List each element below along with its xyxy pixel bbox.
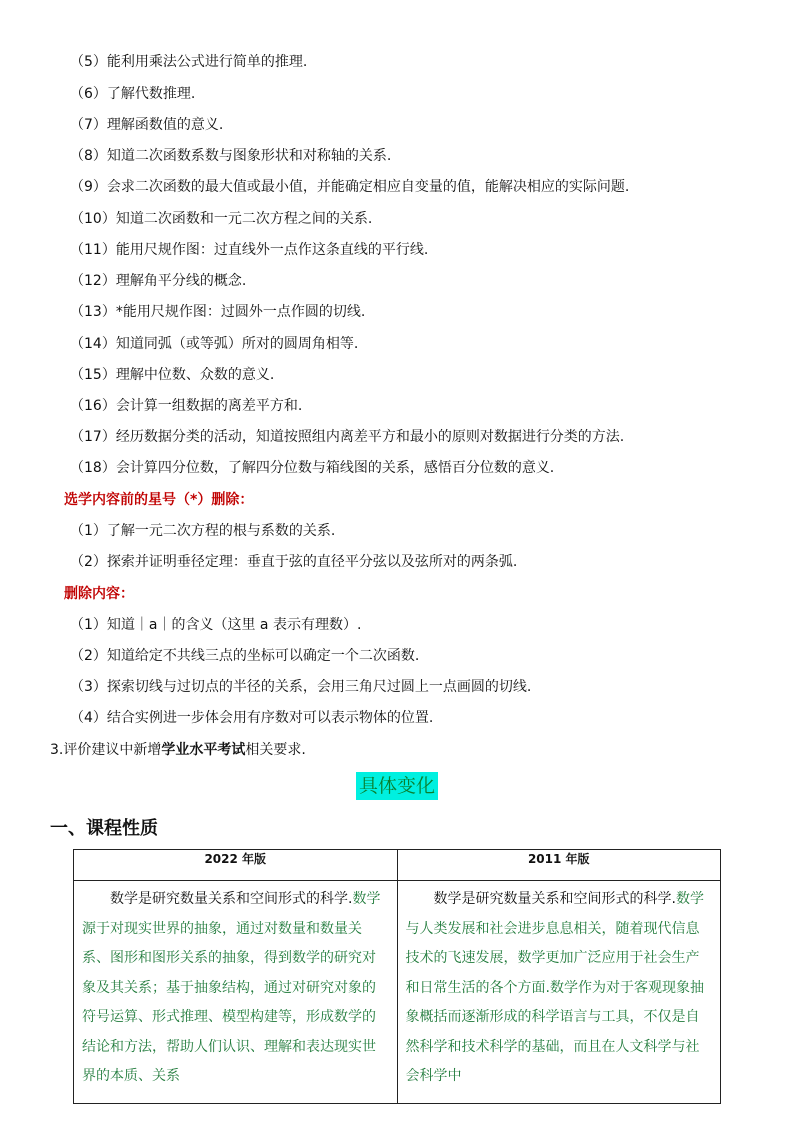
highlight-title: 具体变化 [356,772,438,800]
evaluation-bold: 学业水平考试 [161,742,246,758]
table-header-row [74,850,721,881]
list-item: （6）了解代数推理. [70,86,196,102]
cell-2022-black: 数学是研究数量关系和空间形式的科学. [110,891,353,907]
starred-heading: 选学内容前的星号（*）删除： [64,492,254,508]
list-item: （3）探索切线与过切点的半径的关系，会用三角尺过圆上一点画圆的切线. [70,679,532,695]
cell-2022-text [82,885,389,1092]
list-item: （2）探索并证明垂径定理：垂直于弦的直径平分弦以及弦所对的两条弧. [70,554,518,570]
highlight-title-wrap [0,772,794,800]
list-item: （8）知道二次函数系数与图象形状和对称轴的关系. [70,148,392,164]
column-header-2011: 2011 年版 [397,850,721,881]
table-row [74,881,721,1104]
list-item: （2）知道给定不共线三点的坐标可以确定一个二次函数. [70,648,420,664]
cell-2011 [397,881,721,1104]
cell-2011-text [406,885,713,1092]
evaluation-note [50,740,306,760]
list-item: （5）能利用乘法公式进行简单的推理. [70,54,308,70]
cell-2011-black: 数学是研究数量关系和空间形式的科学. [433,891,676,907]
list-item: （14）知道同弧（或等弧）所对的圆周角相等. [70,336,359,352]
list-item: （18）会计算四分位数，了解四分位数与箱线图的关系，感悟百分位数的意义. [70,460,555,476]
list-item: （1）知道｜a｜的含义（这里 a 表示有理数）. [70,617,362,633]
evaluation-prefix: 3.评价建议中新增 [50,742,162,758]
list-item: （4）结合实例进一步体会用有序数对可以表示物体的位置. [70,710,434,726]
list-item: （13）*能用尺规作图：过圆外一点作圆的切线. [70,304,366,320]
comparison-table [73,849,721,1104]
list-item: （17）经历数据分类的活动，知道按照组内离差平方和最小的原则对数据进行分类的方法. [70,429,625,445]
cell-2011-green: 数学与人类发展和社会进步息息相关，随着现代信息技术的飞速发展，数学更加广泛应用于社会生产和日常生活的各个方面.数学作为对于客观现象抽象概括而逐渐形成的科学语言与工具，不仅是自然科学和技术科学的基础，而且在人文科学与社会科学中 [405,891,704,1084]
list-item: （16）会计算一组数据的离差平方和. [70,398,303,414]
cell-2022-green: 数学源于对现实世界的抽象，通过对数量和数量关系、图形和图形关系的抽象，得到数学的研究对象及其关系；基于抽象结构，通过对研究对象的符号运算、形式推理、模型构建等，形成数学的结论和方法，帮助人们认识、理解和表达现实世界的本质、关系 [82,891,381,1084]
list-item: （9）会求二次函数的最大值或最小值，并能确定相应自变量的值，能解决相应的实际问题. [70,179,630,195]
section-heading: 一、课程性质 [50,818,158,839]
deleted-heading: 删除内容： [64,586,134,602]
list-item: （10）知道二次函数和一元二次方程之间的关系. [70,211,373,227]
evaluation-suffix: 相关要求. [245,742,306,758]
list-item: （12）理解角平分线的概念. [70,273,247,289]
list-item: （7）理解函数值的意义. [70,117,224,133]
column-header-2022: 2022 年版 [74,850,398,881]
cell-2022 [74,881,398,1104]
list-item: （1）了解一元二次方程的根与系数的关系. [70,523,336,539]
list-item: （15）理解中位数、众数的意义. [70,367,275,383]
list-item: （11）能用尺规作图：过直线外一点作这条直线的平行线. [70,242,429,258]
